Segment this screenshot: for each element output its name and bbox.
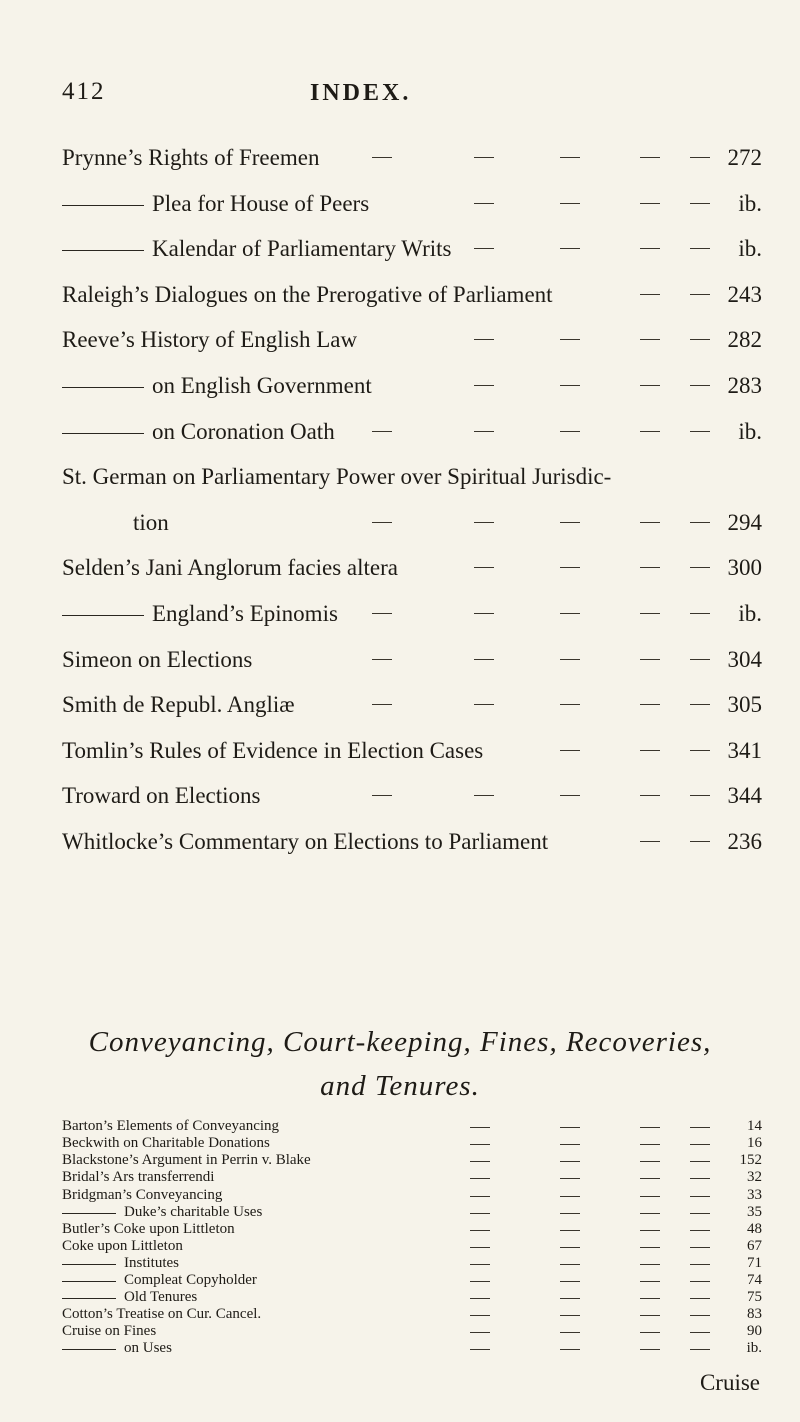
entry-title: Reeve’s History of English Law — [62, 327, 358, 352]
leader-dash — [690, 1178, 710, 1179]
leader-dash — [690, 1127, 710, 1128]
leader-dash — [640, 750, 660, 751]
leader-dash — [640, 339, 660, 340]
leader-dash — [372, 431, 392, 432]
leader-dash — [560, 1178, 580, 1179]
entry-title: Coke upon Littleton — [62, 1238, 183, 1254]
leader-dash — [690, 1315, 710, 1316]
leader-dash — [474, 704, 494, 705]
leader-dash — [640, 248, 660, 249]
leader-dash — [690, 522, 710, 523]
leader-dash — [640, 1230, 660, 1231]
entry-page: 236 — [727, 829, 762, 854]
ditto-rule — [62, 1264, 116, 1265]
leader-dash — [474, 339, 494, 340]
leader-dash — [690, 795, 710, 796]
entry-page: 83 — [747, 1306, 762, 1322]
index-entry — [0, 738, 800, 774]
leader-dash — [474, 659, 494, 660]
entry-page: 272 — [727, 145, 762, 170]
entry-page: 294 — [727, 510, 762, 535]
index-entry — [0, 419, 800, 455]
leader-dash — [372, 795, 392, 796]
leader-dash — [690, 1281, 710, 1282]
leader-dash — [470, 1247, 490, 1248]
index-entry — [0, 1238, 800, 1255]
leader-dash — [690, 1298, 710, 1299]
leader-dash — [372, 613, 392, 614]
ditto-rule — [62, 1298, 116, 1299]
entry-title: on English Government — [152, 373, 372, 398]
leader-dash — [690, 659, 710, 660]
leader-dash — [560, 339, 580, 340]
entry-page: 152 — [739, 1152, 762, 1168]
leader-dash — [560, 522, 580, 523]
leader-dash — [560, 1349, 580, 1350]
leader-dash — [470, 1178, 490, 1179]
entry-title: Institutes — [124, 1255, 179, 1271]
leader-dash — [560, 1230, 580, 1231]
entry-page: 32 — [747, 1169, 762, 1185]
leader-dash — [690, 294, 710, 295]
index-entry — [0, 601, 800, 637]
entry-page: 35 — [747, 1204, 762, 1220]
leader-dash — [470, 1332, 490, 1333]
leader-dash — [560, 248, 580, 249]
leader-dash — [640, 203, 660, 204]
leader-dash — [470, 1349, 490, 1350]
leader-dash — [470, 1127, 490, 1128]
page-header — [62, 78, 762, 118]
leader-dash — [690, 248, 710, 249]
leader-dash — [560, 1247, 580, 1248]
index-entry — [0, 1221, 800, 1238]
leader-dash — [560, 567, 580, 568]
leader-dash — [640, 1332, 660, 1333]
leader-dash — [640, 1213, 660, 1214]
leader-dash — [560, 1161, 580, 1162]
entry-title: on Uses — [124, 1340, 172, 1356]
leader-dash — [640, 1247, 660, 1248]
leader-dash — [640, 1144, 660, 1145]
leader-dash — [470, 1196, 490, 1197]
page-title: INDEX. — [310, 80, 412, 106]
entry-title: Cruise on Fines — [62, 1323, 157, 1339]
entry-page: 33 — [747, 1187, 762, 1203]
leader-dash — [560, 1213, 580, 1214]
leader-dash — [690, 339, 710, 340]
leader-dash — [690, 203, 710, 204]
ditto-rule — [62, 250, 144, 251]
leader-dash — [640, 567, 660, 568]
leader-dash — [640, 1349, 660, 1350]
leader-dash — [470, 1230, 490, 1231]
entry-title: Duke’s charitable Uses — [124, 1204, 263, 1220]
index-entry — [0, 829, 800, 865]
leader-dash — [640, 1315, 660, 1316]
ditto-rule — [62, 1349, 116, 1350]
leader-dash — [560, 1281, 580, 1282]
index-entry — [0, 647, 800, 683]
index-entry — [0, 783, 800, 819]
ditto-rule — [62, 433, 144, 434]
index-entry — [0, 555, 800, 591]
entry-page: ib. — [746, 1340, 762, 1356]
leader-dash — [690, 1247, 710, 1248]
leader-dash — [690, 1144, 710, 1145]
entry-page: 305 — [727, 692, 762, 717]
leader-dash — [470, 1281, 490, 1282]
leader-dash — [640, 659, 660, 660]
entry-page: 243 — [727, 282, 762, 307]
leader-dash — [690, 431, 710, 432]
leader-dash — [560, 659, 580, 660]
leader-dash — [560, 1298, 580, 1299]
entry-page: 344 — [727, 783, 762, 808]
leader-dash — [560, 1264, 580, 1265]
index-entry — [0, 1135, 800, 1152]
leader-dash — [690, 1161, 710, 1162]
entry-title: Blackstone’s Argument in Perrin v. Blake — [62, 1152, 311, 1168]
entry-title: Raleigh’s Dialogues on the Prerogative of Parliament — [62, 282, 553, 307]
leader-dash — [560, 1315, 580, 1316]
section-heading-line1: Conveyancing, Court-keeping, Fines, Recoveries, — [88, 1026, 712, 1058]
leader-dash — [640, 841, 660, 842]
section-heading — [0, 1020, 800, 1108]
leader-dash — [640, 1127, 660, 1128]
entry-page: 300 — [727, 555, 762, 580]
leader-dash — [690, 157, 710, 158]
leader-dash — [474, 567, 494, 568]
leader-dash — [470, 1213, 490, 1214]
leader-dash — [690, 567, 710, 568]
index-entry — [0, 1152, 800, 1169]
index-entry — [0, 1306, 800, 1323]
leader-dash — [470, 1315, 490, 1316]
leader-dash — [560, 1196, 580, 1197]
index-entry — [0, 1272, 800, 1289]
entry-page: ib. — [738, 601, 762, 626]
leader-dash — [372, 157, 392, 158]
entry-title: England’s Epinomis — [152, 601, 338, 626]
entry-title: on Coronation Oath — [152, 419, 335, 444]
entry-page: ib. — [738, 236, 762, 261]
leader-dash — [470, 1264, 490, 1265]
ditto-rule — [62, 205, 144, 206]
leader-dash — [474, 431, 494, 432]
entry-page: 48 — [747, 1221, 762, 1237]
entry-title: Prynne’s Rights of Freemen — [62, 145, 320, 170]
leader-dash — [560, 385, 580, 386]
entry-page: 67 — [747, 1238, 762, 1254]
leader-dash — [640, 522, 660, 523]
index-entry — [0, 510, 800, 546]
leader-dash — [372, 704, 392, 705]
leader-dash — [640, 613, 660, 614]
leader-dash — [372, 659, 392, 660]
leader-dash — [560, 750, 580, 751]
catchword: Cruise — [699, 1370, 760, 1395]
leader-dash — [560, 613, 580, 614]
entry-page: 283 — [727, 373, 762, 398]
section-heading-line2: and Tenures. — [320, 1070, 480, 1102]
entry-page: 74 — [747, 1272, 762, 1288]
index-entry — [0, 373, 800, 409]
leader-dash — [690, 1264, 710, 1265]
leader-dash — [690, 841, 710, 842]
leader-dash — [690, 385, 710, 386]
index-entry — [0, 464, 800, 500]
entry-page: 282 — [727, 327, 762, 352]
page-number: 412 — [62, 78, 106, 105]
entry-title: Simeon on Elections — [62, 647, 253, 672]
index-entry — [0, 191, 800, 227]
leader-dash — [560, 203, 580, 204]
ditto-rule — [62, 1213, 116, 1214]
index-entry — [0, 1187, 800, 1204]
leader-dash — [560, 1144, 580, 1145]
leader-dash — [640, 1298, 660, 1299]
leader-dash — [474, 795, 494, 796]
leader-dash — [560, 157, 580, 158]
ditto-rule — [62, 1281, 116, 1282]
entry-title: Smith de Republ. Angliæ — [62, 692, 295, 717]
index-entry — [0, 1323, 800, 1340]
leader-dash — [640, 1161, 660, 1162]
leader-dash — [474, 248, 494, 249]
entry-title: Tomlin’s Rules of Evidence in Election Cases — [62, 738, 484, 763]
leader-dash — [372, 522, 392, 523]
index-entry — [0, 1289, 800, 1306]
leader-dash — [690, 1332, 710, 1333]
entry-title: Plea for House of Peers — [152, 191, 370, 216]
entry-title: Bridal’s Ars transferrendi — [62, 1169, 215, 1185]
ditto-rule — [62, 387, 144, 388]
leader-dash — [640, 431, 660, 432]
leader-dash — [640, 1196, 660, 1197]
entry-page: 341 — [727, 738, 762, 763]
leader-dash — [474, 613, 494, 614]
leader-dash — [560, 1127, 580, 1128]
entry-title: Old Tenures — [124, 1289, 198, 1305]
entry-title: tion — [133, 510, 169, 535]
entry-title: Troward on Elections — [62, 783, 261, 808]
leader-dash — [470, 1298, 490, 1299]
leader-dash — [474, 522, 494, 523]
entry-title: Whitlocke’s Commentary on Elections to Parliament — [62, 829, 549, 854]
leader-dash — [640, 1178, 660, 1179]
ditto-rule — [62, 615, 144, 616]
entry-title: Beckwith on Charitable Donations — [62, 1135, 270, 1151]
leader-dash — [560, 795, 580, 796]
index-entry — [0, 1340, 800, 1357]
leader-dash — [640, 1281, 660, 1282]
entry-page: 16 — [747, 1135, 762, 1151]
index-entry — [0, 282, 800, 318]
index-entry — [0, 236, 800, 272]
entry-title: Kalendar of Parliamentary Writs — [152, 236, 452, 261]
leader-dash — [560, 1332, 580, 1333]
leader-dash — [640, 157, 660, 158]
index-entry — [0, 327, 800, 363]
entry-title: Compleat Copyholder — [124, 1272, 257, 1288]
entry-title: Selden’s Jani Anglorum facies altera — [62, 555, 398, 580]
leader-dash — [474, 203, 494, 204]
entry-title: Cotton’s Treatise on Cur. Cancel. — [62, 1306, 262, 1322]
entry-page: 75 — [747, 1289, 762, 1305]
index-entry — [0, 1169, 800, 1186]
entry-title: Bridgman’s Conveyancing — [62, 1187, 223, 1203]
leader-dash — [640, 385, 660, 386]
leader-dash — [640, 1264, 660, 1265]
entry-page: 71 — [747, 1255, 762, 1271]
leader-dash — [470, 1161, 490, 1162]
leader-dash — [690, 1213, 710, 1214]
index-entry — [0, 145, 800, 181]
index-entry — [0, 1255, 800, 1272]
leader-dash — [640, 294, 660, 295]
leader-dash — [690, 613, 710, 614]
leader-dash — [474, 157, 494, 158]
leader-dash — [640, 704, 660, 705]
leader-dash — [690, 750, 710, 751]
entry-title: Butler’s Coke upon Littleton — [62, 1221, 235, 1237]
index-entry — [0, 1118, 800, 1135]
entry-title: St. German on Parliamentary Power over Spiritual Jurisdic- — [62, 464, 612, 489]
leader-dash — [560, 431, 580, 432]
entry-page: 90 — [747, 1323, 762, 1339]
leader-dash — [560, 704, 580, 705]
entry-page: 304 — [727, 647, 762, 672]
index-entry — [0, 1204, 800, 1221]
index-entry — [0, 692, 800, 728]
entry-page: 14 — [747, 1118, 762, 1134]
leader-dash — [470, 1144, 490, 1145]
leader-dash — [690, 1230, 710, 1231]
entry-page: ib. — [738, 191, 762, 216]
leader-dash — [640, 795, 660, 796]
leader-dash — [690, 1196, 710, 1197]
entry-page: ib. — [738, 419, 762, 444]
leader-dash — [690, 704, 710, 705]
entry-title: Barton’s Elements of Conveyancing — [62, 1118, 280, 1134]
leader-dash — [690, 1349, 710, 1350]
leader-dash — [474, 385, 494, 386]
